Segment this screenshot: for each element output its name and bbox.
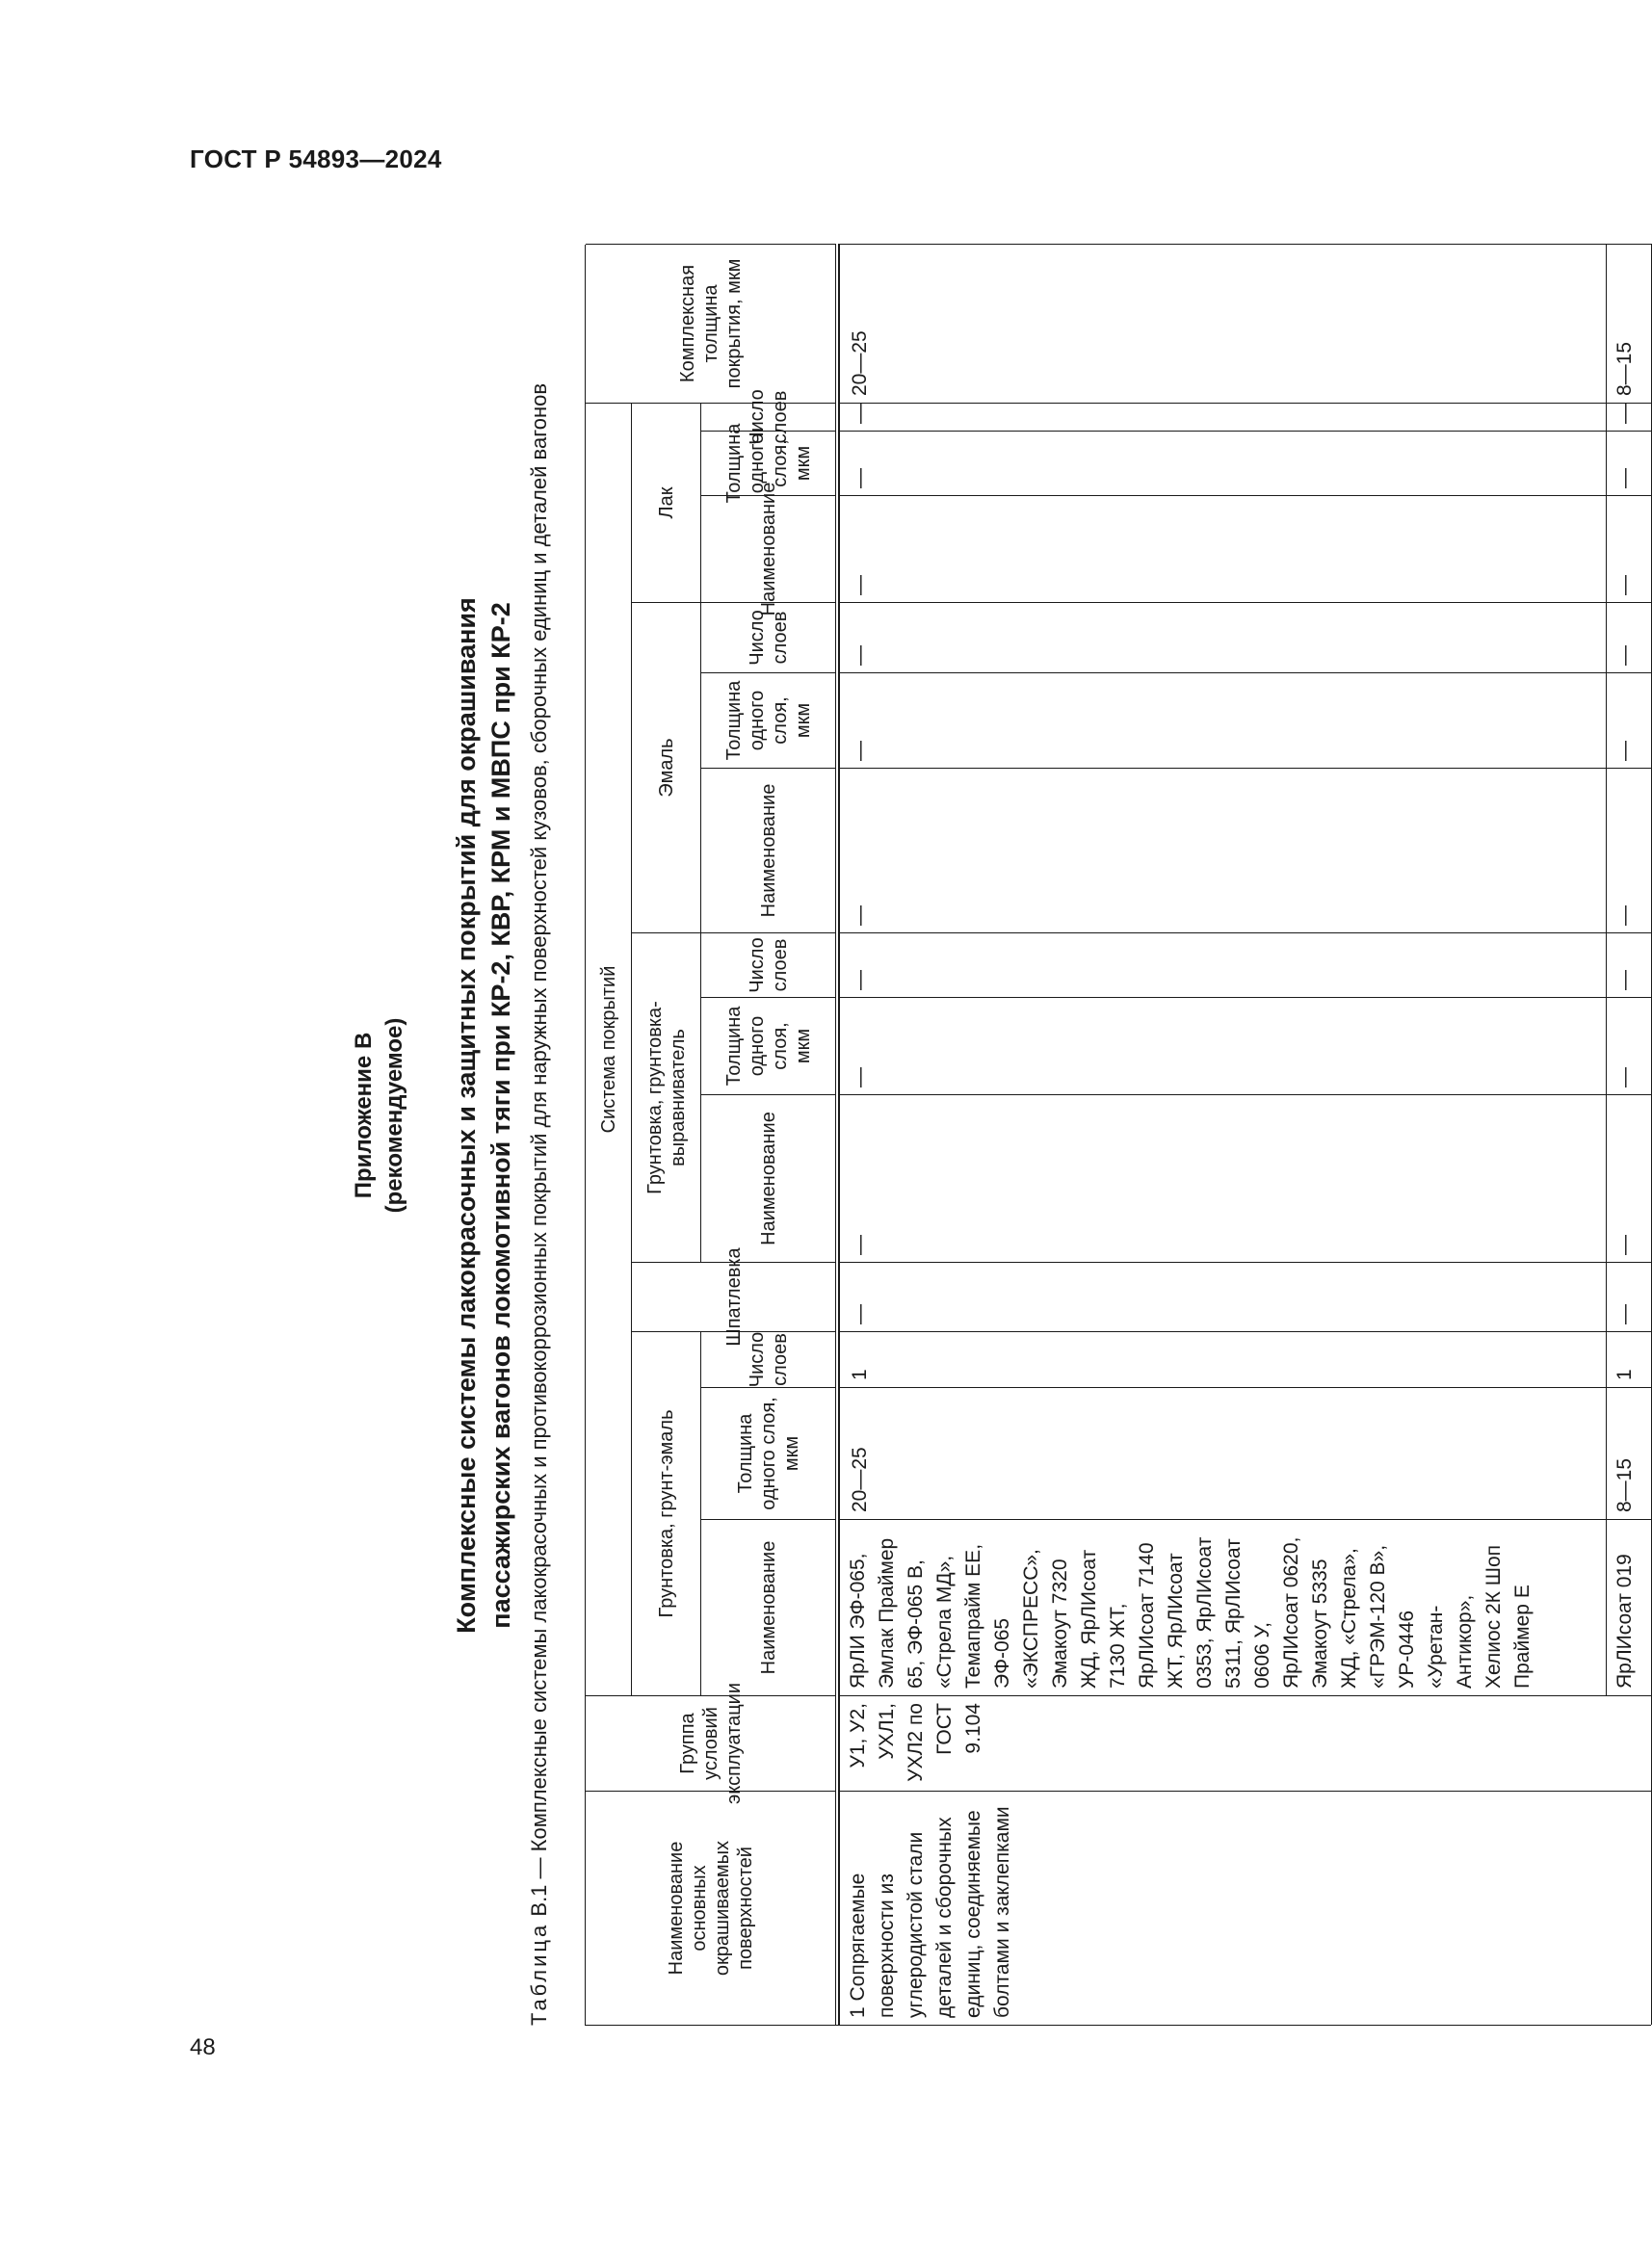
- row2-total: 8—15: [1607, 244, 1652, 403]
- header-total-thickness: Комплексная толщина покрытия, мкм: [586, 244, 836, 403]
- row2-varnish-thickness: —: [1607, 431, 1652, 495]
- coating-systems-table: [585, 245, 1651, 2026]
- row1-group: У1, У2, УХЛ1, УХЛ2 по ГОСТ 9.104: [840, 1695, 1652, 1791]
- row1-enamel-layers: —: [840, 602, 1607, 672]
- header-enamel-layer-thickness: Толщина одного слоя, мкм: [701, 672, 836, 768]
- appendix-main-title: [449, 205, 518, 2026]
- row2-enamel-layers: —: [1607, 602, 1652, 672]
- caption-label: Таблица: [527, 1922, 551, 2026]
- row1-total: 20—25: [840, 244, 1607, 403]
- row2-enamel-name: —: [1607, 768, 1652, 932]
- row2-putty: —: [1607, 1262, 1652, 1331]
- header-primer-leveler: Грунтовка, грунтовка-выравниватель: [632, 932, 701, 1262]
- header-leveler-layer-thickness: Толщина одного слоя, мкм: [701, 997, 836, 1094]
- row1-primer-thickness: 20—25: [840, 1387, 1607, 1519]
- row1-varnish-name: —: [840, 495, 1607, 602]
- row1-leveler-name: —: [840, 1094, 1607, 1262]
- header-varnish-layer-thickness: Толщина одного слоя, мкм: [701, 431, 836, 495]
- row2-leveler-thickness: —: [1607, 997, 1652, 1094]
- row2-leveler-name: —: [1607, 1094, 1652, 1262]
- row1-varnish-thickness: —: [840, 431, 1607, 495]
- row2-varnish-name: —: [1607, 495, 1652, 602]
- row2-leveler-layers: —: [1607, 932, 1652, 997]
- header-enamel-name: Наименование: [701, 768, 836, 932]
- row2-varnish-layers: —: [1607, 403, 1652, 431]
- row1-primer-layers: 1: [840, 1331, 1607, 1387]
- header-coating-system: Система покрытий: [586, 403, 632, 1695]
- header-leveler-name: Наименование: [701, 1094, 836, 1262]
- table-caption: [526, 205, 553, 2026]
- page-number: 48: [190, 2034, 216, 2060]
- header-enamel-layer-count: Число слоев: [701, 602, 836, 672]
- header-operating-group: Группа условий эксплуатации: [586, 1695, 836, 1791]
- row1-leveler-thickness: —: [840, 997, 1607, 1094]
- header-varnish-layer-count: Число слоев: [701, 403, 836, 431]
- header-varnish-name: Наименование: [701, 495, 836, 602]
- header-varnish: Лак: [632, 403, 701, 602]
- row2-primer-layers: 1: [1607, 1331, 1652, 1387]
- row2-primer-thickness: 8—15: [1607, 1387, 1652, 1519]
- row2-primer-name: ЯрЛИсоат 019: [1607, 1519, 1652, 1695]
- caption-text: — Комплексные системы лакокрасочных и противокоррозионных покрытий для наружных поверхностей кузовов, сборочных единиц и деталей вагонов: [527, 382, 551, 1879]
- header-primer-layer-count: Число слоев: [701, 1331, 836, 1387]
- header-putty: Шпатлевка: [632, 1262, 836, 1331]
- row1-primer-name: ЯрЛИ ЭФ-065, Эмлак Праймер 65, ЭФ-065 В, «Стрела МД», Темапрайм ЕЕ, ЭФ-065 «ЭКСПРЕСС», Эмакоут 7320 ЖД, ЯрЛИсоат 7130 ЖТ, ЯрЛИсоат 7140 ЖТ, ЯрЛИсоат 0353, ЯрЛИсоат 5311, ЯрЛИсоат 0606 У, ЯрЛИсоат 0620, Эмакоут 5335 ЖД, «Стрела», «ГРЭМ-120 В», УР-0446 «Уретан-Антикор», Хелиос 2К Шоп Праймер Е: [840, 1519, 1607, 1695]
- header-leveler-layer-count: Число слоев: [701, 932, 836, 997]
- row1-putty: —: [840, 1262, 1607, 1331]
- row1-leveler-layers: —: [840, 932, 1607, 997]
- appendix-title: Приложение В: [351, 1032, 377, 1199]
- caption-number: В.1: [527, 1884, 551, 1917]
- rotated-page-content: [351, 205, 1636, 2026]
- main-title-line-2: пассажирских вагонов локомотивной тяги при КР-2, КВР, КРМ и МВПС при КР-2: [486, 602, 515, 1629]
- row1-varnish-layers: —: [840, 403, 1607, 431]
- row1-enamel-name: —: [840, 768, 1607, 932]
- header-primer-enamel: Грунтовка, грунт-эмаль: [632, 1331, 701, 1695]
- row1-surface: 1 Сопрягаемые поверхности из углеродистой стали деталей и сборочных единиц, соединяемые болтами и заклепками: [840, 1791, 1652, 2025]
- standard-code: ГОСТ Р 54893—2024: [190, 144, 442, 173]
- header-primer-name: Наименование: [701, 1519, 836, 1695]
- header-enamel: Эмаль: [632, 602, 701, 932]
- row2-enamel-thickness: —: [1607, 672, 1652, 768]
- appendix-subtitle: (рекомендуемое): [381, 1017, 407, 1214]
- row1-enamel-thickness: —: [840, 672, 1607, 768]
- header-surface-name: Наименование основных окрашиваемых поверхностей: [586, 1791, 836, 2025]
- main-title-line-1: Комплексные системы лакокрасочных и защитных покрытий для окрашивания: [452, 597, 481, 1634]
- header-primer-layer-thickness: Толщина одного слоя, мкм: [701, 1387, 836, 1519]
